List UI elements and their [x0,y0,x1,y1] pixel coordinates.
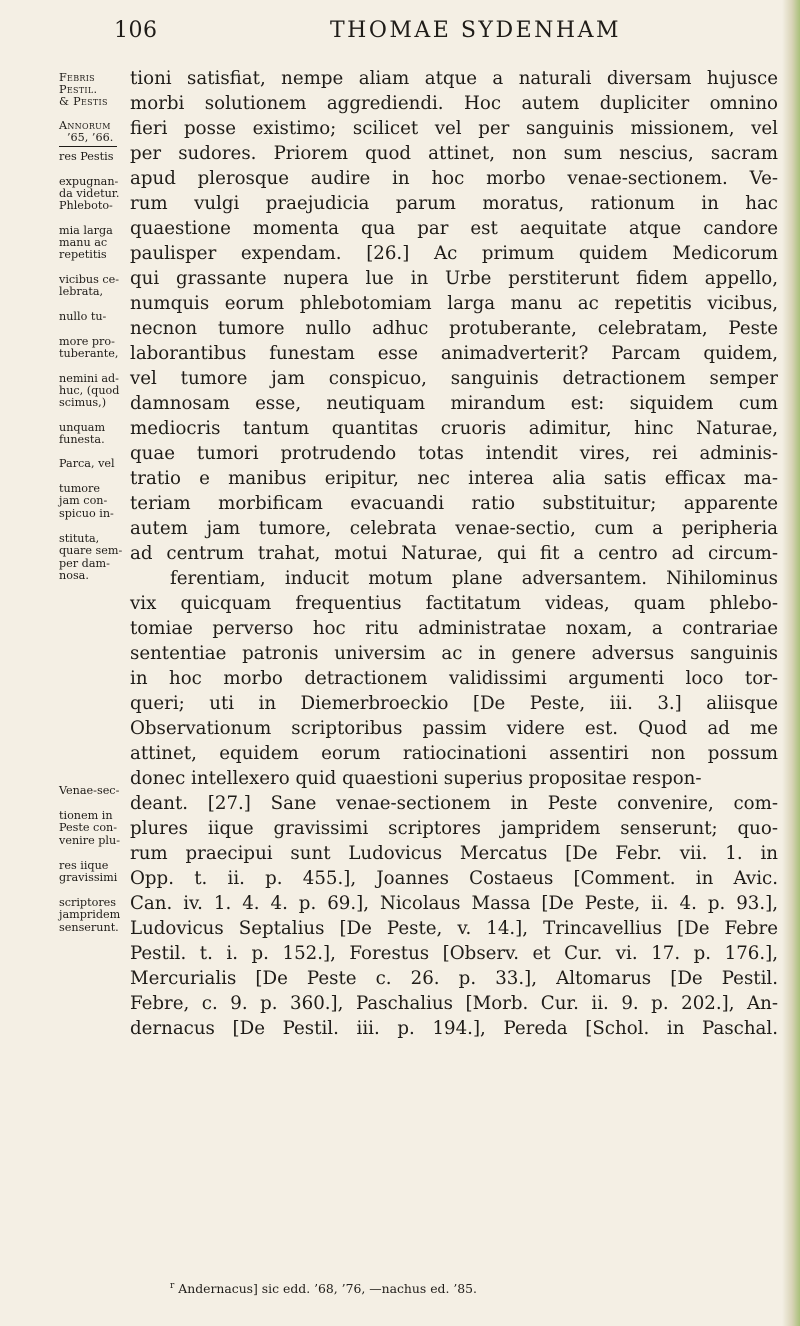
text-line: Opp. t. ii. p. 455.], Joannes Costaeus [Comment. in Avic. [130,868,778,889]
margin-line: quare sem- [59,544,123,557]
text-line: laborantibus funestam esse animadverterit? Parcam quidem, [130,343,778,364]
text-line: per sudores. Priorem quod attinet, non sum nescius, sacram [130,143,778,164]
margin-line: mia larga [59,224,113,237]
text-line: donec intellexero quid quaestioni superius propositae respon- [130,768,702,789]
margin-line: vicibus ce- [59,273,120,286]
margin-line: jam con- [59,494,108,507]
text-line: numquis eorum phlebotomiam larga manu ac repetitis vicibus, [130,293,778,314]
margin-line: da videtur. [59,187,120,200]
footnote [170,1281,477,1296]
text-line: teriam morbificam evacuandi ratio substituitur; apparente [130,493,778,514]
text-line: quae tumori protrudendo totas intendit vires, rei adminis- [130,443,778,464]
margin-note-2 [59,458,127,582]
margin-line: & Pestis [59,95,108,108]
margin-line: gravissimi [59,871,118,884]
running-title: THOMAE SYDENHAM [330,18,622,43]
text-line: dernacus [De Pestil. iii. p. 194.], Pereda [Schol. in Paschal. [130,1018,778,1039]
text-line: damnosam esse, neutiquam mirandum est: siquidem cum [130,393,778,414]
margin-line: Peste con- [59,821,118,834]
margin-line: Phleboto- [59,199,113,212]
text-line: attinet, equidem eorum ratiocinationi assentiri non possum [130,743,778,764]
text-line: fieri posse existimo; scilicet vel per sanguinis missionem, vel [130,118,778,139]
text-line: Can. iv. 1. 4. 4. p. 69.], Nicolaus Massa [De Peste, ii. 4. p. 93.], [130,893,778,914]
margin-line: expugnan- [59,175,119,188]
margin-line: nullo tu- [59,310,107,323]
text-line: in hoc morbo detractionem validissimi argumenti loco tor- [130,668,778,689]
margin-line: tuberante, [59,347,119,360]
margin-line: per dam- [59,557,110,570]
margin-line: unquam [59,421,106,434]
margin-line: spicuo in- [59,507,114,520]
margin-note-1 [59,151,127,446]
margin-line: Annorum [59,119,111,132]
text-line: sententiae patronis universim ac in genere adversus sanguinis [130,643,778,664]
text-line: Mercurialis [De Peste c. 26. p. 33.], Altomarus [De Pestil. [130,968,778,989]
page-header [0,18,800,48]
text-line: rum praecipui sunt Ludovicus Mercatus [De Febr. vii. 1. in [130,843,778,864]
text-line: necnon tumore nullo adhuc protuberante, celebratam, Peste [130,318,778,339]
text-line: tioni satisfiat, nempe aliam atque a naturali diversam hujusce [130,68,778,89]
text-line: deant. [27.] Sane venae-sectionem in Peste convenire, com- [130,793,778,814]
text-line: morbi solutionem aggrediendi. Hoc autem dupliciter omnino [130,93,778,114]
margin-line: ’65, ’66. [67,131,114,144]
margin-line: nosa. [59,569,89,582]
text-line: queri; uti in Diemerbroeckio [De Peste, iii. 3.] aliisque [130,693,778,714]
margin-rule [59,146,117,147]
margin-line: more pro- [59,335,115,348]
text-line: vel tumore jam conspicuo, sanguinis detractionem semper [130,368,778,389]
text-line: apud plerosque audire in hoc morbo venae-sectionem. Ve- [130,168,778,189]
margin-line: Parca, vel [59,457,115,470]
main-text [130,66,778,1041]
text-line: quaestione momenta qua par est aequitate atque candore [130,218,778,239]
text-line: Ludovicus Septalius [De Peste, v. 14.], Trincavellius [De Febre [130,918,778,939]
text-line: ferentiam, inducit motum plane adversantem. Nihilominus [170,568,778,589]
margin-line: scriptores [59,896,117,909]
text-line: plures iique gravissimi scriptores jampridem senserunt; quo- [130,818,778,839]
margin-line: manu ac [59,236,108,249]
margin-section-title [59,72,127,148]
margin-line: nemini ad- [59,372,119,385]
text-line: qui grassante nupera lue in Urbe perstiterunt fidem appello, [130,268,778,289]
margin-line: senserunt. [59,921,119,934]
margin-line: jampridem [59,908,121,921]
margin-line: tumore [59,482,101,495]
margin-line: tionem in [59,809,113,822]
margin-line: scimus,) [59,396,107,409]
text-line: Pestil. t. i. p. 152.], Forestus [Observ. et Cur. vi. 17. p. 176.], [130,943,778,964]
margin-line: Pestil. [59,83,98,96]
text-line: rum vulgi praejudicia parum moratus, rationum in hac [130,193,778,214]
margin-line: res Pestis [59,150,114,163]
text-line: vix quicquam frequentius factitatum videas, quam phlebo- [130,593,778,614]
margin-line: stituta, [59,532,100,545]
text-line: Febre, c. 9. p. 360.], Paschalius [Morb. Cur. ii. 9. p. 202.], An- [130,993,778,1014]
footnote-text: Andernacus] sic edd. ’68, ’76, —nachus ed. ’85. [178,1281,477,1297]
margin-line: repetitis [59,248,107,261]
text-line: mediocris tantum quantitas cruoris adimitur, hinc Naturae, [130,418,778,439]
margin-line: huc, (quod [59,384,120,397]
margin-line: venire plu- [59,834,120,847]
page-number: 106 [114,18,158,43]
margin-line: lebrata, [59,285,104,298]
text-line: tomiae perverso hoc ritu administratae noxam, a contrariae [130,618,778,639]
text-line: Observationum scriptoribus passim videre est. Quod ad me [130,718,778,739]
margin-line: res iique [59,859,109,872]
text-line: paulisper expendam. [26.] Ac primum quidem Medicorum [130,243,778,264]
text-line: ad centrum trahat, motui Naturae, qui fit a centro ad circum- [130,543,778,564]
margin-line: Venae-sec- [59,784,120,797]
margin-note-3 [59,785,127,934]
text-line: tratio e manibus eripitur, nec interea alia satis efficax ma- [130,468,778,489]
page-edge [782,0,800,1326]
margin-line: Febris [59,71,95,84]
footnote-mark: r [170,1281,175,1291]
text-line: autem jam tumore, celebrata venae-sectio, cum a peripheria [130,518,778,539]
margin-line: funesta. [59,433,105,446]
